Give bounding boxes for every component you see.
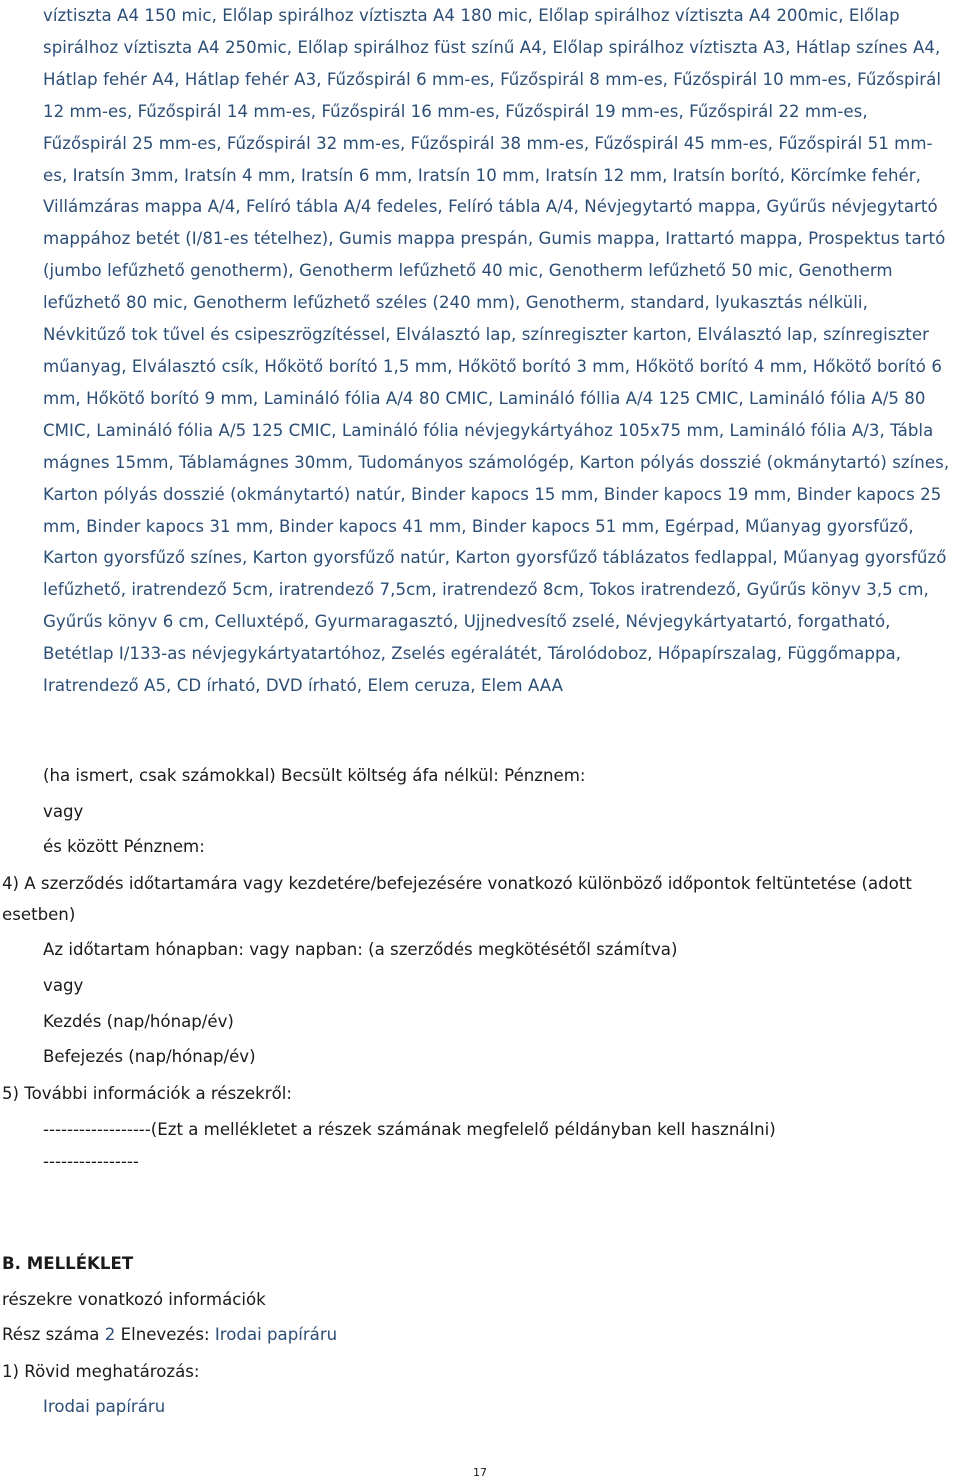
short-description-value: Irodai papíráru (43, 1397, 166, 1416)
short-description-heading: 1) Rövid meghatározás: (2, 1362, 200, 1381)
annex-title: B. MELLÉKLET (2, 1254, 134, 1273)
page-number: 17 (473, 1466, 487, 1479)
end-date-line: Befejezés (nap/hónap/év) (43, 1047, 256, 1066)
duration-line: Az időtartam hónapban: vagy napban: (a szerződés megkötésétől számítva) (43, 940, 678, 959)
section-5-heading: 5) További információk a részekről: (2, 1084, 292, 1103)
start-date-line: Kezdés (nap/hónap/év) (43, 1012, 234, 1031)
section-4-heading: 4) A szerződés időtartamára vagy kezdetére/befejezésére vonatkozó különböző időpontok feltüntetése (adott esetben) (2, 874, 912, 924)
part-number-label: Rész száma (2, 1325, 100, 1344)
estimated-cost-line: (ha ismert, csak számokkal) Becsült költség áfa nélkül: Pénznem: (43, 766, 586, 785)
part-name-label: Elnevezés: (120, 1325, 210, 1344)
annex-usage-note: ------------------(Ezt a mellékletet a részek számának megfelelő példányban kell használni) (43, 1120, 776, 1139)
part-name-value: Irodai papíráru (214, 1325, 338, 1344)
separator-dashes: ---------------- (43, 1152, 139, 1171)
office-supplies-item-list: víztiszta A4 150 mic, Előlap spirálhoz víztiszta A4 180 mic, Előlap spirálhoz víztiszta A4 200mic, Előlap spirálhoz víztiszta A4 250mic, Előlap spirálhoz füst színű A4, Előlap spirálhoz víztiszta A3, Hátlap színes A4, Hátlap fehér A4, Hátlap fehér A3, Fűzőspirál 6 mm-es, Fűzőspirál 8 mm-es, Fűzőspirál 10 mm-es, Fűzőspirál 12 mm-es, Fűzőspirál 14 mm-es, Fűzőspirál 16 mm-es, Fűzőspirál 19 mm-es, Fűzőspirál 22 mm-es, Fűzőspirál 25 mm-es, Fűzőspirál 32 mm-es, Fűzőspirál 38 mm-es, Fűzőspirál 45 mm-es, Fűzőspirál 51 mm-es, Iratsín 3mm, Iratsín 4 mm, Iratsín 6 mm, Iratsín 10 mm, Iratsín 12 mm, Iratsín borító, Körcímke fehér, Villámzáras mappa A/4, Felíró tábla A/4 fedeles, Felíró tábla A/4, Névjegytartó mappa, Gyűrűs névjegytartó mappához betét (I/81-es tételhez), Gumis mappa prespán, Gumis mappa, Irattartó mappa, Prospektus tartó (jumbo lefűzhető genotherm), Genotherm lefűzhető 40 mic, Genotherm lefűzhető 50 mic, Genotherm lefűzhető 80 mic, Genotherm lefűzhető széles (240 mm), Genotherm, standard, lyukasztás nélküli, Névkitűző tok tűvel és csipeszrögzítéssel, Elválasztó lap, színregiszter karton, Elválasztó lap, színregiszter műanyag, Elválasztó csík, Hőkötő borító 1,5 mm, Hőkötő borító 3 mm, Hőkötő borító 4 mm, Hőkötő borító 6 mm, Hőkötő borító 9 mm, Lamináló fólia A/4 80 CMIC, Lamináló fóllia A/4 125 CMIC, Lamináló fólia A/5 80 CMIC, Lamináló fólia A/5 125 CMIC, Lamináló fólia névjegykártyához 105x75 mm, Lamináló fólia A/3, Tábla mágnes 15mm, Táblamágnes 30mm, Tudományos számológép, Karton pólyás dosszié (okmánytartó) színes, Karton pólyás dosszié (okmánytartó) natúr, Binder kapocs 15 mm, Binder kapocs 19 mm, Binder kapocs 25 mm, Binder kapocs 31 mm, Binder kapocs 41 mm, Binder kapocs 51 mm, Egérpad, Műanyag gyorsfűző, Karton gyorsfűző színes, Karton gyorsfűző natúr, Karton gyorsfűző táblázatos fedlappal, Műanyag gyorsfűző lefűzhető, iratrendező 5cm, iratrendező 7,5cm, iratrendező 8cm, Tokos iratrendező, Gyűrűs könyv 3,5 cm, Gyűrűs könyv 6 cm, Celluxtépő, Gyurmaragasztó, Ujjnedvesítő zselé, Névjegykártyatartó, forgatható, Betétlap I/133-as névjegykártyatartóhoz, Zselés egéralátét, Tárolódoboz, Hőpapírszalag, Függőmappa, Iratrendező A5, CD írható, DVD írható, Elem ceruza, Elem AAA (43, 6, 950, 696)
part-info-line (2, 1324, 337, 1346)
cost-range-line: és között Pénznem: (43, 837, 205, 856)
duration-or-text: vagy (43, 976, 84, 995)
annex-subtitle: részekre vonatkozó információk (2, 1290, 266, 1309)
part-number-value: 2 (104, 1325, 116, 1344)
cost-or-text: vagy (43, 802, 84, 821)
